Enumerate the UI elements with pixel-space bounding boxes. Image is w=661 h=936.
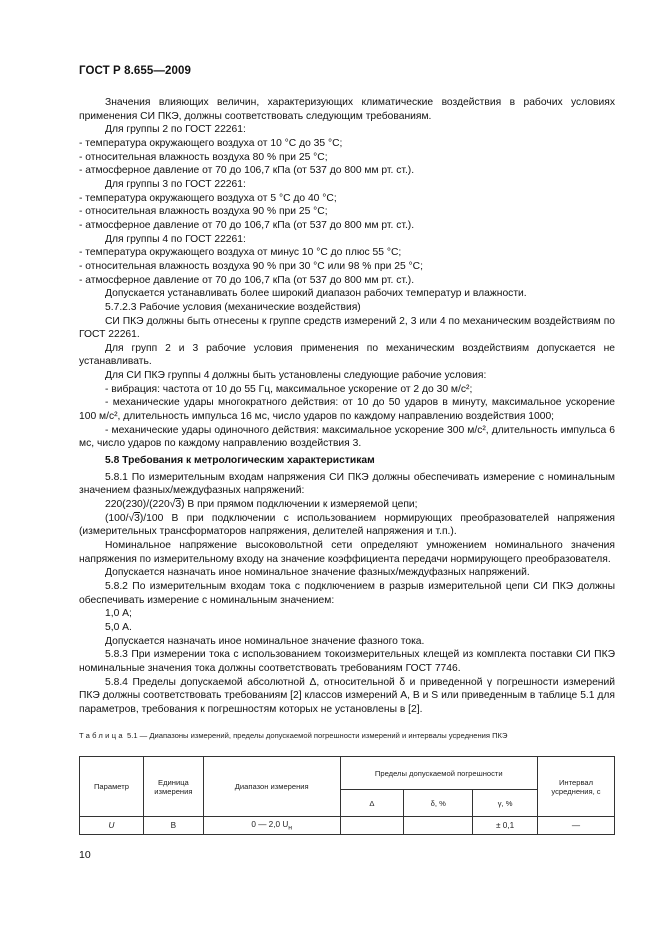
paragraph: СИ ПКЭ должны быть отнесены к группе средств измерений 2, 3 или 4 по механическим воздействиям по ГОСТ 22261. bbox=[79, 315, 615, 341]
group-3-heading: Для группы 3 по ГОСТ 22261: bbox=[105, 178, 246, 190]
sqrt-radicand: 3 bbox=[134, 512, 140, 524]
paragraph-climatic-intro: Значения влияющих величин, характеризующих климатические воздействия в рабочих условиях применения СИ ПКЭ, должны соответствовать следующим требованиям. bbox=[79, 97, 615, 122]
paragraph: 5.8.2 По измерительным входам тока с подключением в разрыв измерительной цепи СИ ПКЭ должны обеспечивать измерение с номинальным значением: bbox=[79, 580, 615, 606]
table-caption-text: 5.1 — Диапазоны измерений, пределы допускаемой погрешности измерений и интервалы усреднения ПКЭ bbox=[127, 731, 508, 740]
header-unit: Единица измерения bbox=[143, 757, 203, 817]
header-red: γ, % bbox=[473, 790, 538, 817]
list-item: - вибрация: частота от 10 до 55 Гц, максимальное ускорение от 2 до 30 м/с²; bbox=[105, 383, 473, 395]
header-rel: δ, % bbox=[404, 790, 473, 817]
cell-range-subscript: н bbox=[288, 824, 293, 832]
paragraph: Номинальное напряжение высоковольтной сети определяют умножением номинального значения напряжения по измерительному входу на значение коэффициента передачи нормирующего преобразователя. bbox=[79, 540, 615, 565]
list-item: - температура окружающего воздуха от 5 °С до 40 °С; bbox=[79, 192, 337, 204]
table-caption-word: Таблица bbox=[79, 731, 125, 740]
header-abs: Δ bbox=[340, 790, 404, 817]
header-param: Параметр bbox=[80, 757, 144, 817]
list-item: - атмосферное давление от 70 до 106,7 кПа (от 537 до 800 мм рт. ст.). bbox=[79, 274, 415, 286]
cell-rel bbox=[404, 817, 473, 835]
body-text bbox=[79, 96, 615, 717]
cell-range-text: 0 — 2,0 U bbox=[251, 819, 289, 829]
sqrt-radicand: 3 bbox=[175, 499, 182, 511]
list-item: - относительная влажность воздуха 80 % при 25 °С; bbox=[79, 151, 328, 163]
group-2-heading: Для группы 2 по ГОСТ 22261: bbox=[105, 124, 246, 136]
list-item: 1,0 А; bbox=[105, 608, 132, 620]
header-range: Диапазон измерения bbox=[203, 757, 340, 817]
paragraph: Для СИ ПКЭ группы 4 должны быть установлены следующие рабочие условия: bbox=[105, 370, 487, 382]
section-heading-5-7-2-3: 5.7.2.3 Рабочие условия (механические воздействия) bbox=[105, 301, 361, 313]
formula-text: 220(230)/(220√ bbox=[105, 499, 176, 511]
header-limits: Пределы допускаемой погрешности bbox=[340, 757, 537, 790]
formula-text: ) В при прямом подключении к измеряемой цепи; bbox=[181, 499, 418, 511]
paragraph: 5.8.3 При измерении тока с использованием токоизмерительных клещей из комплекта поставки СИ ПКЭ номинальные значения тока должны соответствовать требованиям ГОСТ 7746. bbox=[79, 649, 615, 674]
group-4-heading: Для группы 4 по ГОСТ 22261: bbox=[105, 233, 246, 245]
list-item: - температура окружающего воздуха от минус 10 °С до плюс 55 °С; bbox=[79, 247, 402, 259]
paragraph: 5.8.1 По измерительным входам напряжения СИ ПКЭ должны обеспечивать измерение с номинальным значением фазных/междуфазных напряжений: bbox=[79, 471, 615, 497]
formula-text: )/100 В при подключении с использованием нормирующих преобразователей напряжения (измерительных трансформаторов напряжения, делителей напряжения и т.п.). bbox=[79, 512, 615, 538]
list-item: - механические удары одиночного действия: максимальное ускорение 300 м/с², длительность импульса 6 мс, число ударов по каждому направлению воздействия 3. bbox=[79, 424, 615, 450]
formula-voltage-direct bbox=[79, 498, 615, 512]
formula-text: (100/√ bbox=[105, 512, 135, 524]
paragraph: 5.8.4 Пределы допускаемой абсолютной Δ, относительной δ и приведенной γ погрешности измерений ПКЭ должны соответствовать требованиям [2] классов измерений А, В и S или приведенным в таблице 5.1 для параметров, требования к погрешностям которых не установлены в [2]. bbox=[79, 676, 615, 715]
paragraph: Для групп 2 и 3 рабочие условия применения по механическим воздействиям допускается не устанавливать. bbox=[79, 342, 615, 368]
list-item: - механические удары многократного действия: от 10 до 50 ударов в минуту, максимальное ускорение 100 м/с², длительность импульса 16 мс, число ударов по каждому направлению воздействия 1000; bbox=[79, 397, 615, 423]
cell-red: ± 0,1 bbox=[473, 817, 538, 835]
list-item: - атмосферное давление от 70 до 106,7 кПа (от 537 до 800 мм рт. ст.). bbox=[79, 219, 415, 231]
document-header: ГОСТ Р 8.655—2009 bbox=[79, 65, 191, 77]
header-interval: Интервал усреднения, с bbox=[538, 757, 615, 817]
table-5-1 bbox=[79, 756, 615, 835]
paragraph: Допускается устанавливать более широкий диапазон рабочих температур и влажности. bbox=[105, 288, 527, 300]
list-item: 5,0 А. bbox=[105, 621, 132, 633]
list-item: - относительная влажность воздуха 90 % при 30 °С или 98 % при 25 °С; bbox=[79, 260, 423, 272]
page-number: 10 bbox=[79, 849, 91, 861]
list-item: - температура окружающего воздуха от 10 °С до 35 °С; bbox=[79, 137, 343, 149]
cell-unit: В bbox=[143, 817, 203, 835]
list-item: - атмосферное давление от 70 до 106,7 кПа (от 537 до 800 мм рт. ст.). bbox=[79, 165, 415, 177]
table-row bbox=[80, 817, 615, 835]
paragraph: Допускается назначать иное номинальное значение фазных/междуфазных напряжений. bbox=[105, 567, 530, 579]
paragraph: Допускается назначать иное номинальное значение фазного тока. bbox=[105, 635, 425, 647]
cell-interval: — bbox=[538, 817, 615, 835]
section-heading-5-8: 5.8 Требования к метрологическим характеристикам bbox=[105, 455, 375, 467]
formula-voltage-transformer bbox=[79, 512, 615, 539]
list-item: - относительная влажность воздуха 90 % при 25 °С; bbox=[79, 206, 328, 218]
cell-param: U bbox=[80, 817, 144, 835]
cell-range bbox=[203, 817, 340, 835]
table-caption bbox=[79, 731, 615, 742]
cell-abs bbox=[340, 817, 404, 835]
